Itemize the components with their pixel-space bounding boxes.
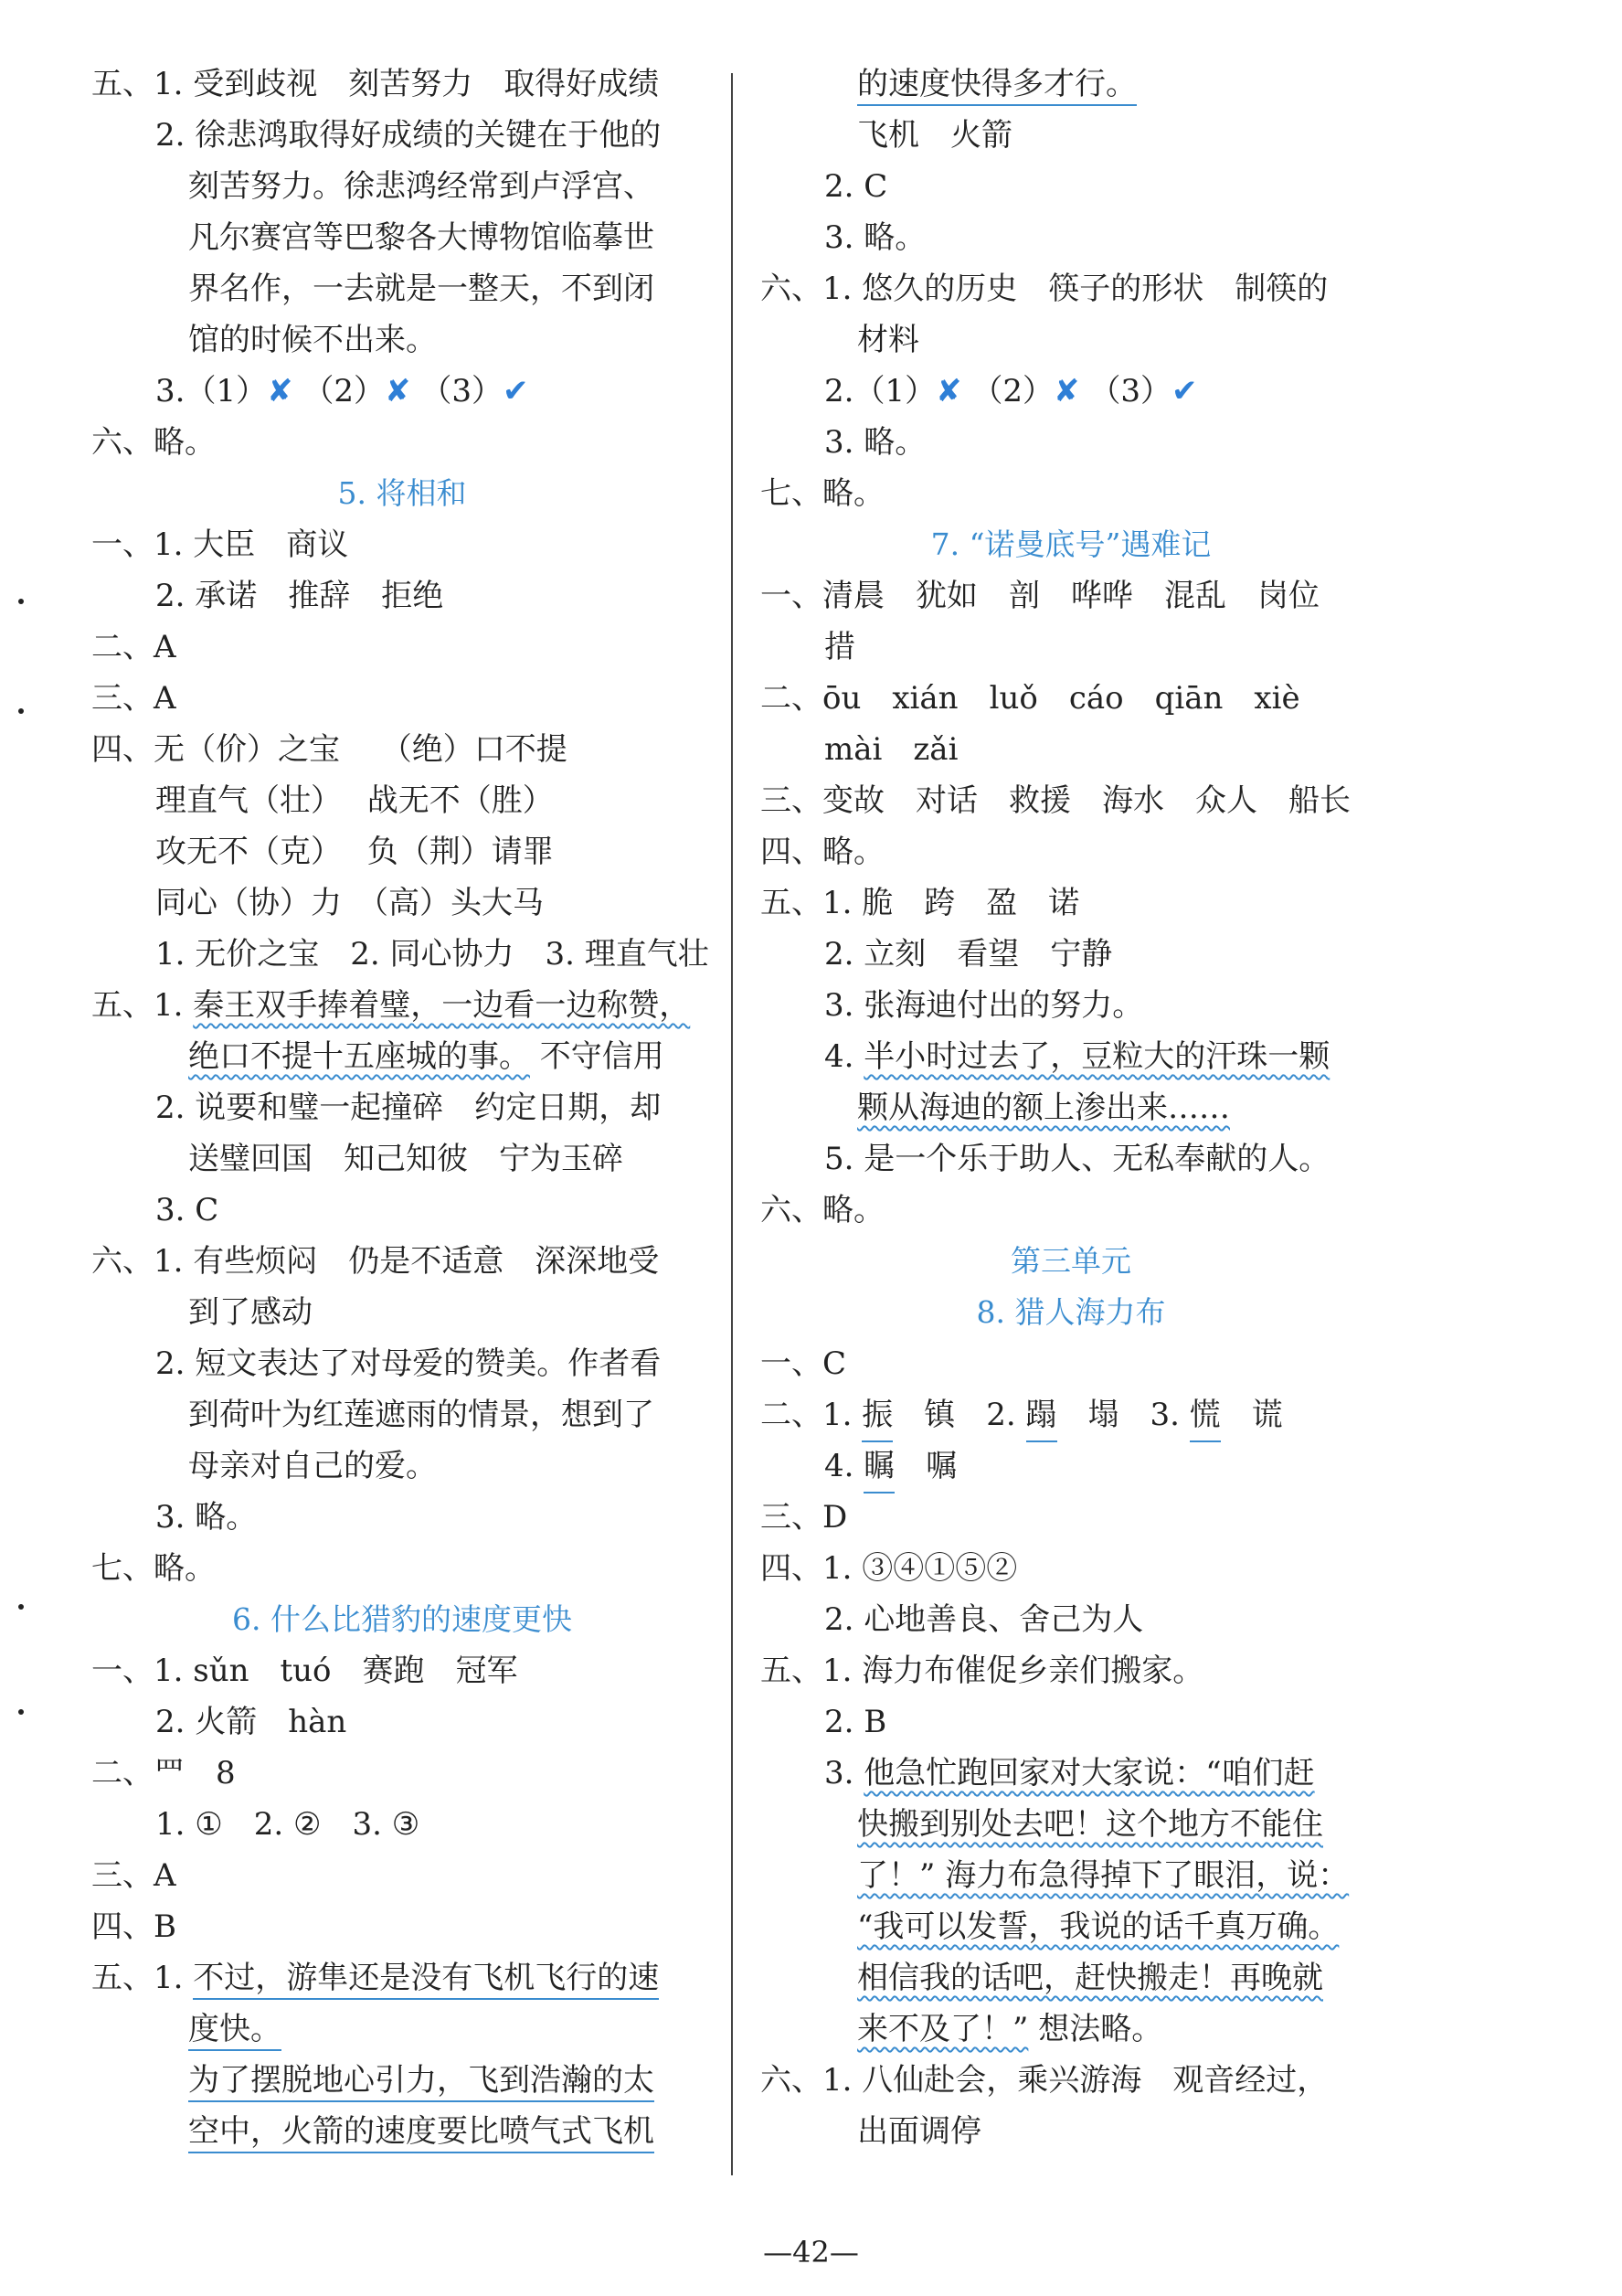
answer-line: 1. ① 2. ② 3. ③ [155,1806,420,1843]
margin-dot [18,1604,24,1610]
answer-line: 到荷叶为红莲遮雨的情景，想到了 [188,1397,654,1433]
margin-dot [18,708,24,714]
answer-line: 4. 瞩 嘱 [760,1440,1382,1492]
answer-line: 3. 张海迪付出的努力。 [824,987,1144,1024]
check-mark-icon: ✔ [502,373,529,409]
answer-line: 一、C [760,1345,847,1382]
answer-line: 六、略。 [91,424,216,461]
right-column [760,58,1382,2157]
answer-line: 二、1. 振 镇 2. 蹋 塌 3. 慌 谎 [760,1389,1382,1440]
answer-line: 4. 半小时过去了，豆粒大的汗珠一颗 [824,1038,1330,1075]
wavy-underlined-text: 颗从海迪的额上渗出来…… [857,1090,1230,1126]
check-mark-icon: ✔ [1171,373,1198,409]
answer-line: 二、罒 8 [91,1755,236,1791]
answer-line: 刻苦努力。徐悲鸿经常到卢浮宫、 [188,168,654,205]
page-number: —42— [763,2235,859,2269]
answer-line: 1. 无价之宝 2. 同心协力 3. 理直气壮 [155,936,709,973]
answer-line: 2. 徐悲鸿取得好成绩的关键在于他的 [155,117,662,154]
answer-line: 2.（1）✘ （2）✘ （3）✔ [824,373,1198,409]
answer-line: 二、A [91,629,176,665]
section-heading: 8. 猎人海力布 [976,1294,1166,1330]
answer-line: 3. 略。 [824,424,927,461]
column-divider [731,73,733,2175]
answer-line: 绝口不提十五座城的事。 不守信用 [188,1038,664,1075]
wavy-underlined-text: 秦王双手捧着璧，一边看一边称赞， [193,987,691,1024]
margin-dot [18,1709,24,1715]
answer-line: 措 [824,629,855,665]
answer-line: 3.（1）✘ （2）✘ （3）✔ [155,373,529,409]
answer-line [760,58,1382,110]
answer-line: 六、略。 [760,1192,885,1228]
margin-dot [18,599,24,604]
wavy-underlined-text: 相信我的话吧，赶快搬走！再晚就 [857,1960,1323,1996]
answer-line: 二、ōu xián luǒ cáo qiān xiè [760,680,1300,717]
cross-mark-icon: ✘ [936,373,962,409]
answer-line: 四、略。 [760,834,885,870]
answer-line: 2. 立刻 看望 宁静 [824,936,1113,973]
answer-line: 同心（协）力 （高）头大马 [155,885,544,921]
answer-line: 四、1. ③④①⑤② [760,1550,1018,1587]
answer-line: 四、B [91,1908,176,1945]
answer-line: 2. B [824,1704,887,1740]
answer-line [760,1082,1382,1133]
wavy-underlined-text: 快搬到别处去吧！这个地方不能住 [857,1806,1323,1843]
answer-line [91,2055,713,2106]
section-heading: 6. 什么比猎豹的速度更快 [232,1601,572,1637]
answer-line: 五、1. 秦王双手捧着璧，一边看一边称赞， [91,987,691,1024]
answer-line: 来不及了！” 想法略。 [857,2011,1163,2047]
section-heading: 7. “诺曼底号”遇难记 [930,526,1212,562]
cross-mark-icon: ✘ [1054,373,1080,409]
cross-mark-icon: ✘ [385,373,411,409]
underlined-char: 瞩 [864,1440,895,1493]
answer-line: 到了感动 [188,1294,313,1331]
cross-mark-icon: ✘ [267,373,293,409]
answer-line: 馆的时候不出来。 [188,322,437,358]
answer-line: 三、A [91,1857,176,1894]
answer-line: 母亲对自己的爱。 [188,1448,437,1484]
answer-line: 2. 承诺 推辞 拒绝 [155,578,444,614]
wavy-underlined-text: 绝口不提十五座城的事。 [188,1038,530,1075]
wavy-underlined-text: 了！” 海力布急得掉下了眼泪，说： [857,1857,1350,1894]
underlined-text: 不过，游隼还是没有飞机飞行的速 [193,1960,659,2000]
answer-line: 七、略。 [760,475,885,512]
underlined-text: 空中，火箭的速度要比喷气式飞机 [188,2113,654,2153]
answer-line: 五、1. 受到歧视 刻苦努力 取得好成绩 [91,66,660,102]
answer-line: 出面调停 [857,2113,981,2150]
wavy-underlined-text: 来不及了！” [857,2011,1029,2047]
answer-line: 界名作，一去就是一整天，不到闭 [188,271,654,307]
left-column [91,58,713,2157]
answer-line: 送璧回国 知己知彼 宁为玉碎 [188,1141,623,1177]
answer-line [760,1799,1382,1850]
answer-line: 3. 他急忙跑回家对大家说：“咱们赶 [824,1755,1315,1791]
answer-line: 六、1. 有些烦闷 仍是不适意 深深地受 [91,1243,660,1280]
answer-line: 飞机 火箭 [857,117,1012,154]
underlined-text: 度快。 [188,2011,281,2051]
answer-line: 五、1. 海力布催促乡亲们搬家。 [760,1653,1204,1689]
underlined-char: 慌 [1190,1389,1221,1442]
answer-line [760,1850,1382,1901]
answer-line [760,1901,1382,1952]
underlined-char: 蹋 [1026,1389,1057,1442]
answer-line: 2. C [824,168,888,205]
wavy-underlined-text: 半小时过去了，豆粒大的汗珠一颗 [864,1038,1330,1075]
answer-line: 2. 说要和璧一起撞碎 约定日期，却 [155,1090,662,1126]
answer-line: 六、1. 八仙赴会，乘兴游海 观音经过， [760,2062,1329,2099]
answer-line [91,2004,713,2055]
answer-line [760,1952,1382,2004]
answer-line: 六、1. 悠久的历史 筷子的形状 制筷的 [760,271,1329,307]
answer-line: mài zǎi [824,731,959,768]
answer-line: 3. 略。 [824,219,927,256]
wavy-underlined-text: 他急忙跑回家对大家说：“咱们赶 [864,1755,1315,1791]
answer-line [91,2106,713,2157]
wavy-underlined-text: “我可以发誓，我说的话千真万确。 [857,1908,1340,1945]
answer-line: 3. C [155,1192,219,1228]
answer-line: 四、无（价）之宝 （绝）口不提 [91,731,567,768]
answer-line: 5. 是一个乐于助人、无私奉献的人。 [824,1141,1330,1177]
answer-line: 一、清晨 犹如 剖 哗哗 混乱 岗位 [760,578,1320,614]
answer-line: 三、A [91,680,176,717]
answer-line: 三、D [760,1499,848,1536]
answer-line: 2. 心地善良、舍己为人 [824,1601,1144,1638]
answer-line: 五、1. 脆 跨 盈 诺 [760,885,1080,921]
answer-line: 攻无不（克） 负（荆）请罪 [155,834,554,870]
section-heading: 第三单元 [1011,1243,1131,1279]
underlined-char: 振 [862,1389,893,1442]
answer-line: 凡尔赛宫等巴黎各大博物馆临摹世 [188,219,654,256]
underlined-text: 为了摆脱地心引力，飞到浩瀚的太 [188,2062,654,2102]
answer-line: 五、1. 不过，游隼还是没有飞机飞行的速 [91,1952,713,2004]
answer-line: 2. 火箭 hàn [155,1704,347,1740]
answer-line: 一、1. sǔn tuó 赛跑 冠军 [91,1653,518,1689]
answer-line: 2. 短文表达了对母爱的赞美。作者看 [155,1345,662,1382]
answer-line: 理直气（壮） 战无不（胜） [155,782,554,819]
section-heading: 5. 将相和 [337,475,467,511]
answer-line: 一、1. 大臣 商议 [91,526,349,563]
answer-line: 3. 略。 [155,1499,258,1536]
answer-line: 七、略。 [91,1550,216,1587]
underlined-text: 的速度快得多才行。 [857,66,1137,106]
answer-line: 材料 [857,322,919,358]
answer-line: 三、变故 对话 救援 海水 众人 船长 [760,782,1351,819]
